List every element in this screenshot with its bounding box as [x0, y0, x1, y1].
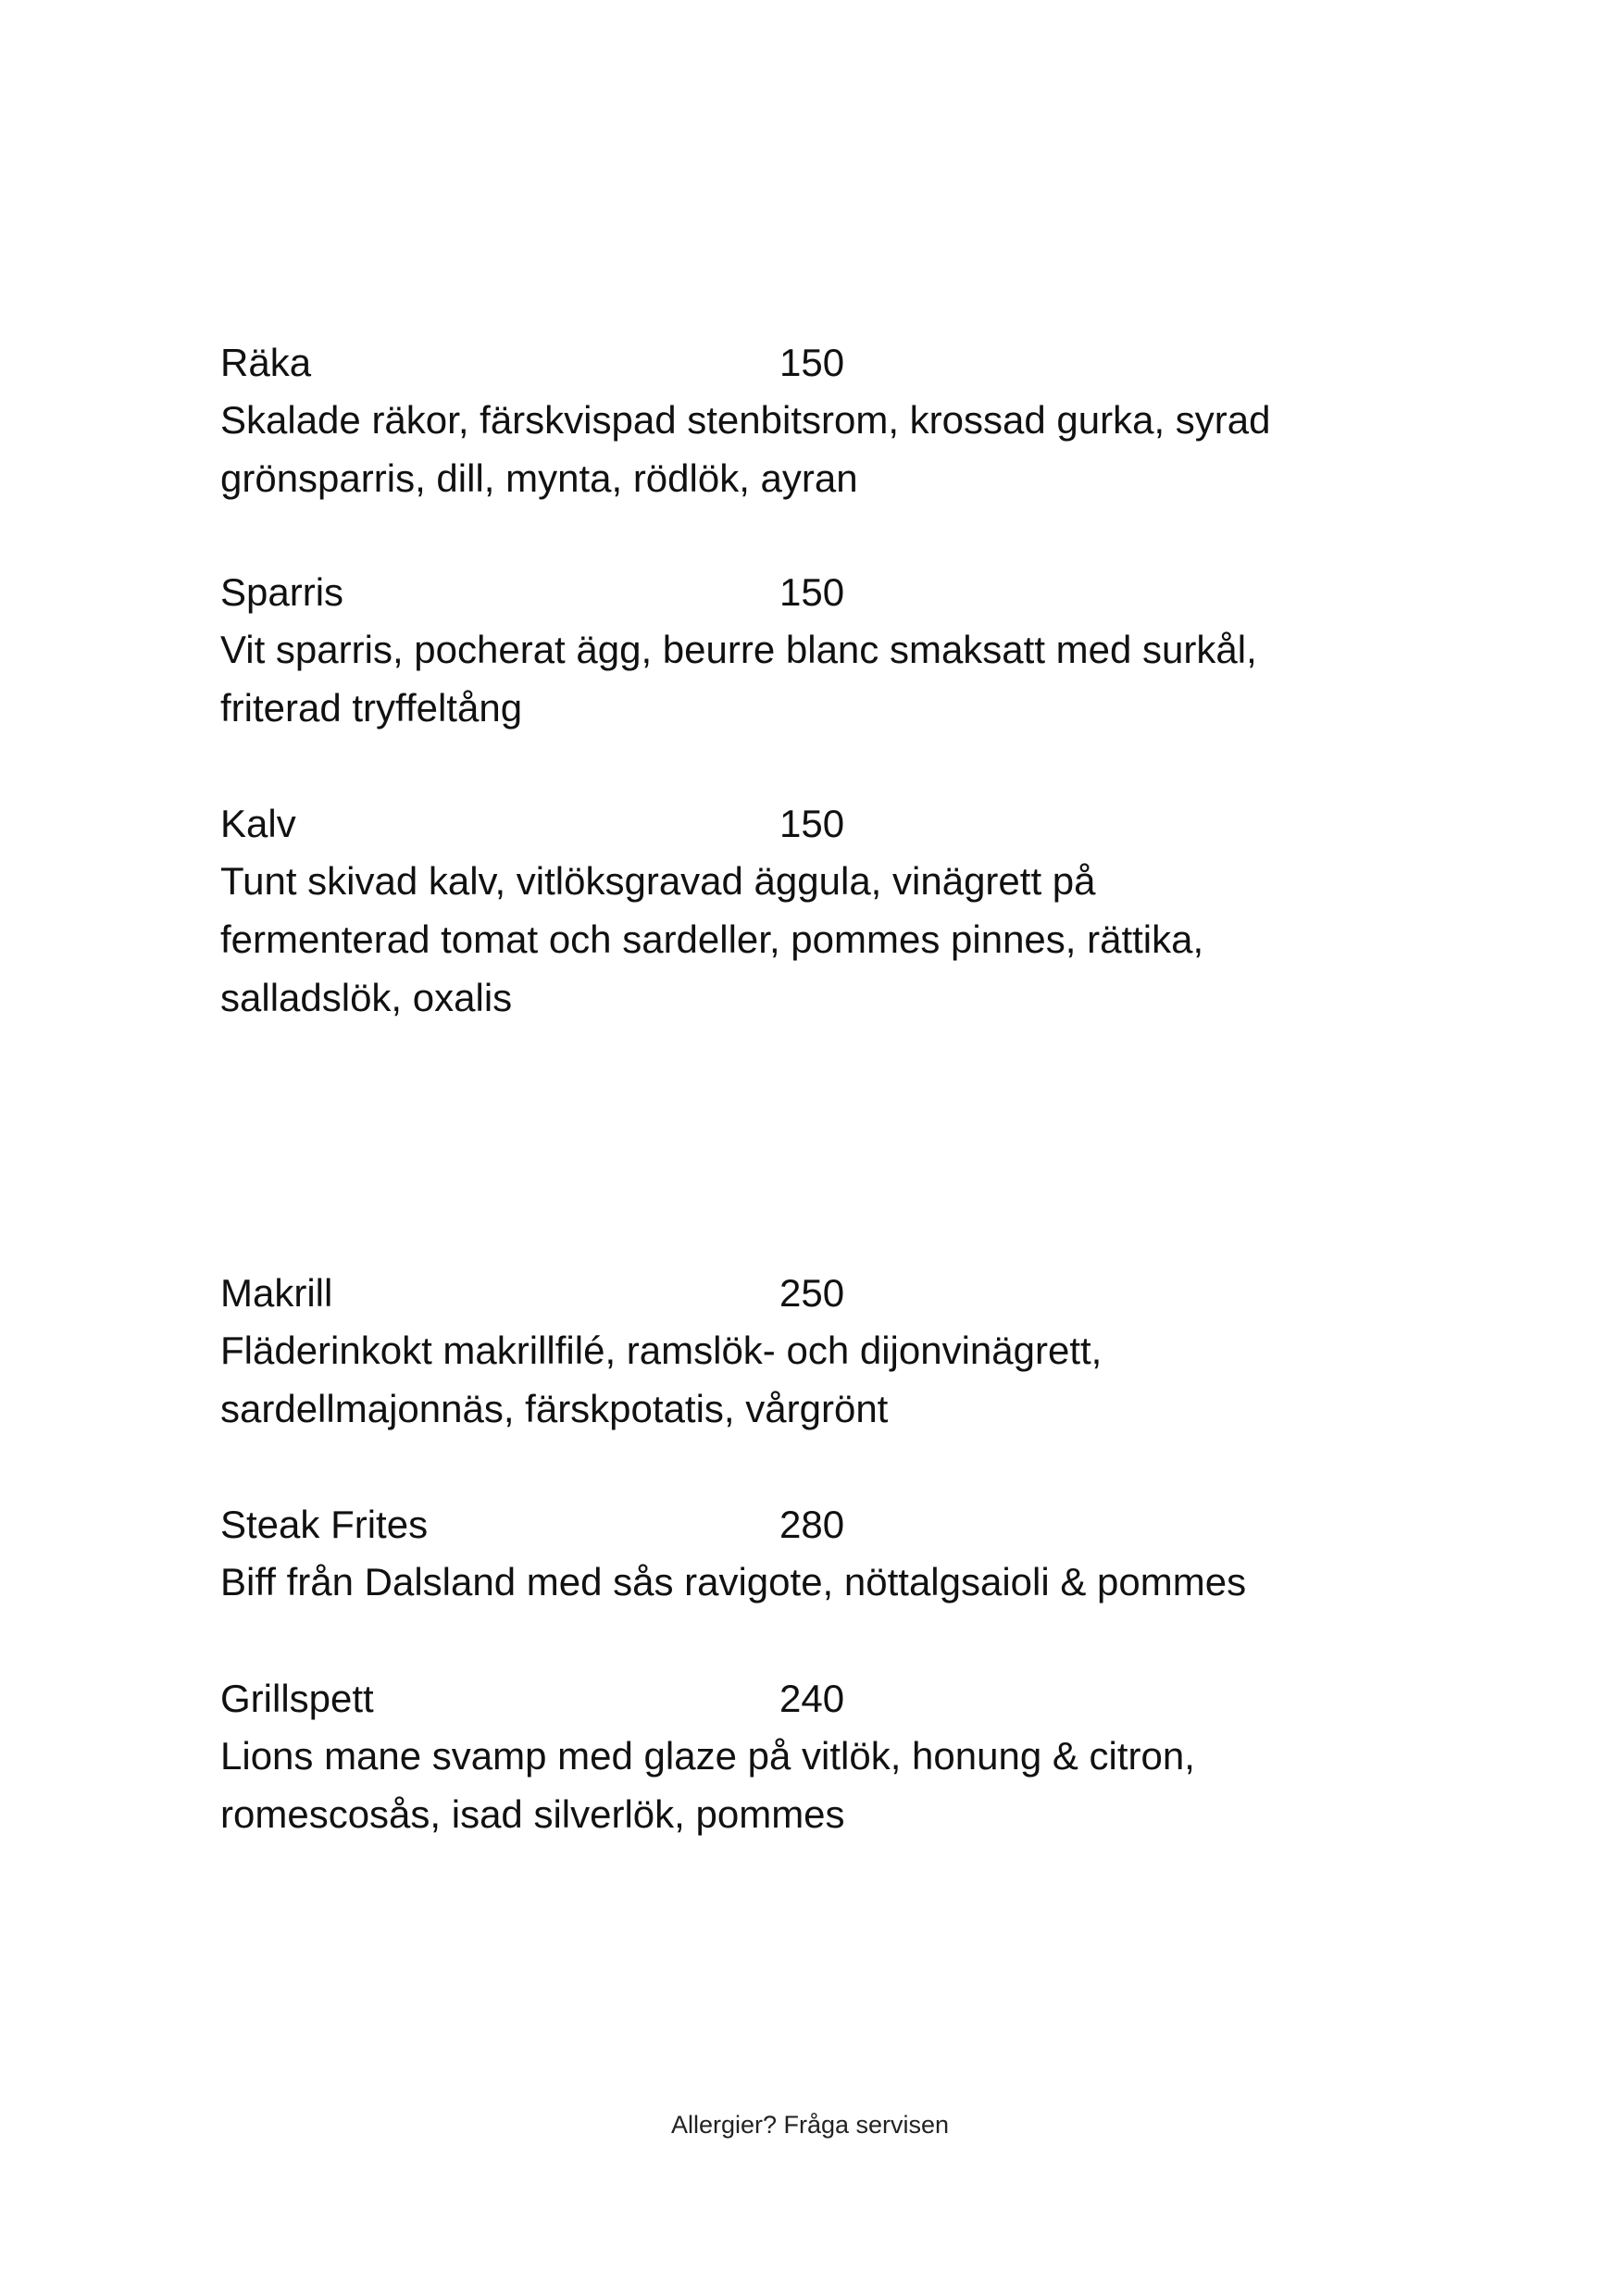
description-line: Fläderinkokt makrillfilé, ramslök- och dijonvinägrett,: [220, 1329, 1103, 1372]
menu-item-header: [220, 1266, 1424, 1321]
menu-item-grillspett: [220, 1671, 1424, 1843]
description-line: Skalade räkor, färskvispad stenbitsrom, krossad gurka, syrad: [220, 398, 1271, 442]
dish-price: 150: [779, 341, 845, 384]
dish-description: [220, 1321, 1424, 1438]
description-line: fermenterad tomat och sardeller, pommes pinnes, rättika,: [220, 917, 1204, 961]
menu-item-header: [220, 796, 1424, 852]
dish-description: [220, 620, 1424, 737]
menu-item-kalv: [220, 796, 1424, 1027]
description-line: salladslök, oxalis: [220, 976, 513, 1019]
menu-item-makrill: [220, 1266, 1424, 1438]
dish-description: [220, 1727, 1424, 1843]
dish-price: 250: [779, 1271, 845, 1315]
allergy-footer-note: Allergier? Fråga servisen: [670, 2111, 950, 2139]
dish-description: [220, 1553, 1424, 1611]
menu-item-header: [220, 565, 1424, 620]
dish-name: Steak Frites: [220, 1503, 429, 1546]
menu-item-header: [220, 335, 1424, 391]
dish-description: [220, 852, 1424, 1027]
dish-price: 150: [779, 570, 845, 614]
dish-name: Sparris: [220, 570, 344, 614]
menu-item-raka: [220, 335, 1424, 507]
description-line: romescosås, isad silverlök, pommes: [220, 1792, 845, 1836]
dish-name: Räka: [220, 341, 312, 384]
description-line: Biff från Dalsland med sås ravigote, nöttalgsaioli & pommes: [220, 1560, 1247, 1603]
dish-price: 150: [779, 802, 845, 845]
dish-name: Grillspett: [220, 1677, 374, 1720]
description-line: Lions mane svamp med glaze på vitlök, honung & citron,: [220, 1734, 1195, 1778]
description-line: sardellmajonnäs, färskpotatis, vårgrönt: [220, 1387, 889, 1430]
menu-item-steak-frites: [220, 1497, 1424, 1611]
menu-item-header: [220, 1671, 1424, 1727]
dish-description: [220, 391, 1424, 507]
dish-name: Kalv: [220, 802, 296, 845]
dish-price: 240: [779, 1677, 845, 1720]
menu-item-sparris: [220, 565, 1424, 737]
description-line: Vit sparris, pocherat ägg, beurre blanc smaksatt med surkål,: [220, 628, 1257, 671]
dish-name: Makrill: [220, 1271, 333, 1315]
description-line: Tunt skivad kalv, vitlöksgravad äggula, vinägrett på: [220, 859, 1096, 903]
description-line: grönsparris, dill, mynta, rödlök, ayran: [220, 456, 858, 500]
menu-item-header: [220, 1497, 1424, 1553]
dish-price: 280: [779, 1503, 845, 1546]
description-line: friterad tryffeltång: [220, 686, 523, 730]
